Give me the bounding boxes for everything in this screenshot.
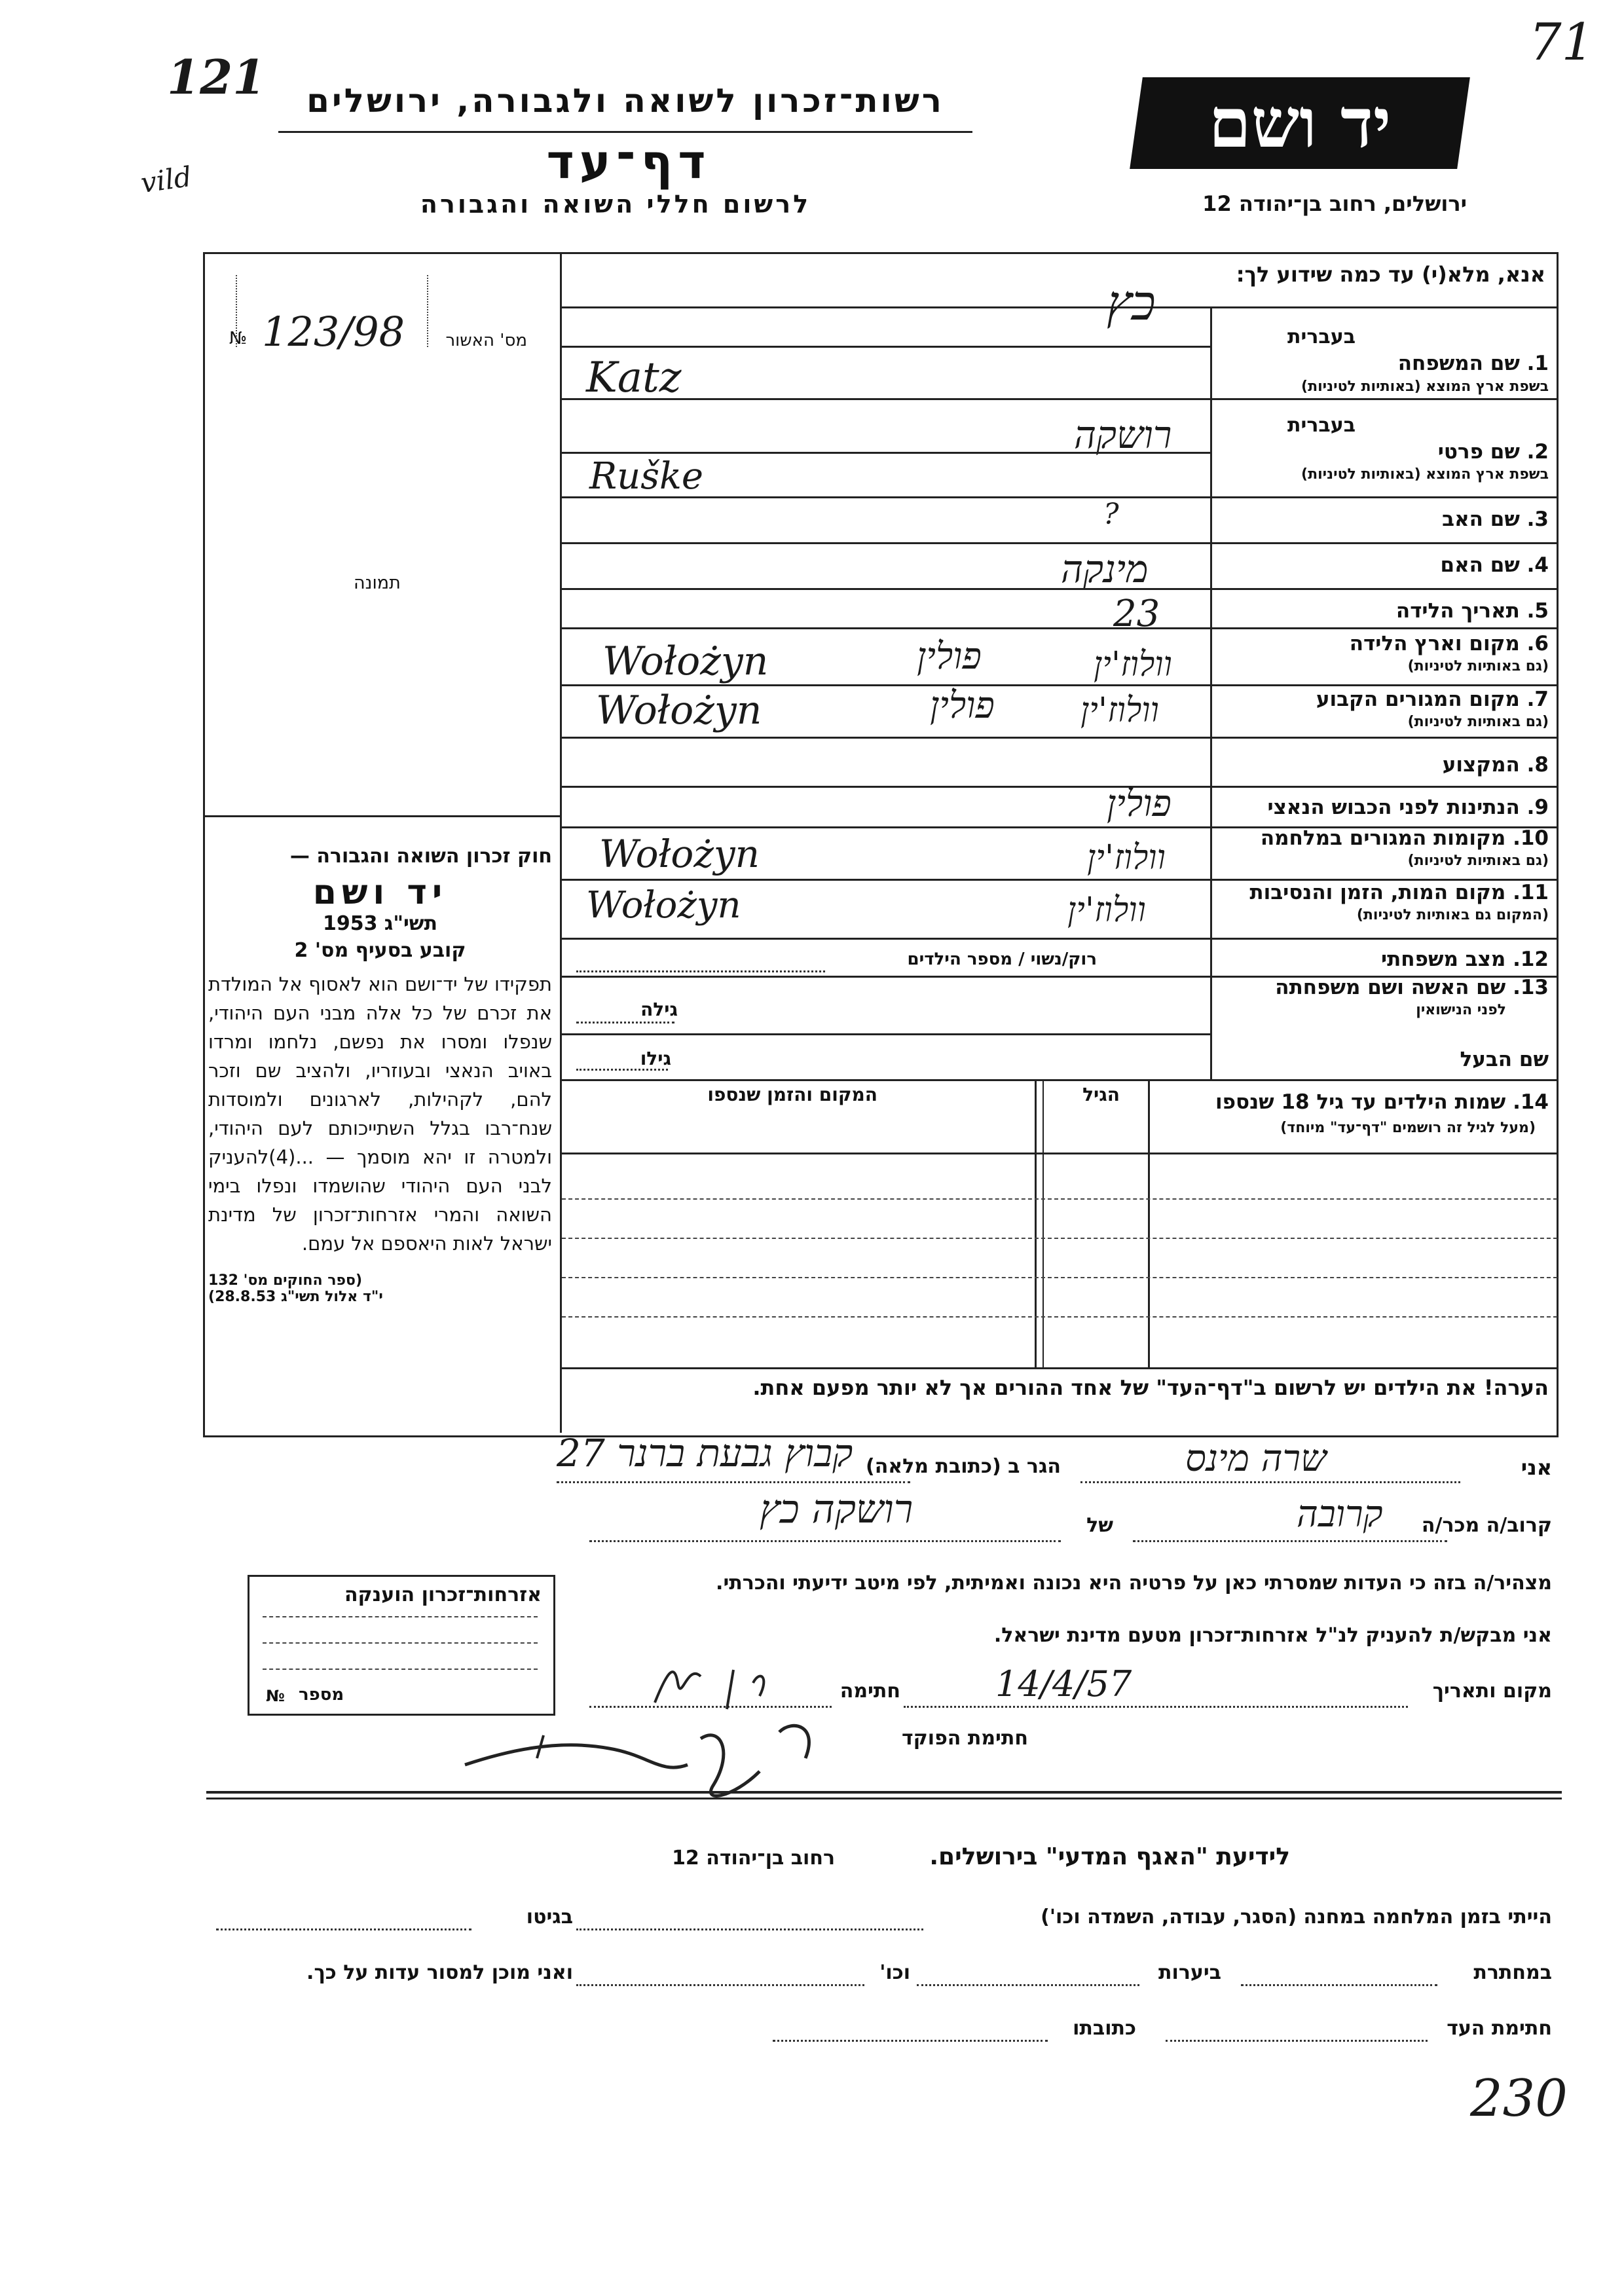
- decl-ani: אני: [1521, 1455, 1552, 1480]
- field-14-row-5: [562, 1316, 1557, 1318]
- decl-signature-label: חתימה: [840, 1680, 900, 1703]
- field-4-line: [562, 588, 1557, 590]
- field-11-value-hebrew: וולוז'ין: [1067, 891, 1146, 930]
- field-6-line: [562, 684, 1557, 686]
- field-5-label: 5. תאריך הלידה: [1395, 599, 1549, 623]
- decl-place-date-dots: [904, 1706, 1408, 1708]
- bottom-divider-2: [206, 1798, 1562, 1799]
- bottom-line3-b: כתובתו: [1073, 2017, 1136, 2040]
- law-year: תשי"ג 1953: [322, 912, 438, 935]
- decl-address-value: קבוץ גבעת ברנר 27: [557, 1431, 853, 1475]
- field-2-label: 2. שם פרטי: [1437, 440, 1549, 464]
- approval-box: [236, 275, 428, 347]
- law-top-divider: [205, 815, 562, 817]
- field-7-value-hebrew: וולוז'ין: [1080, 691, 1159, 730]
- husband-age-dots: [576, 1069, 668, 1071]
- law-block: [208, 845, 552, 1305]
- decl-lives-at: הגר ב (כתובת מלאה): [865, 1455, 1061, 1478]
- field-4-label: 4. שם האם: [1440, 553, 1549, 577]
- approval-number: 123/98: [262, 308, 405, 356]
- form-title: דף־עד: [546, 134, 711, 189]
- field-14-row-4: [562, 1277, 1557, 1278]
- field-6-value-hebrew: וולוז'ין: [1094, 645, 1172, 684]
- field-10-label: 10. מקומות המגורים במלחמה: [1260, 826, 1549, 850]
- bottom-line3-dots-b: [773, 2040, 1048, 2042]
- decl-place-date-value: 14/4/57: [995, 1663, 1132, 1705]
- field-14-col-place: המקום והזמן שנספו: [707, 1084, 877, 1105]
- citizenship-number-label: מספר: [299, 1685, 344, 1705]
- field-3-value: ?: [1103, 498, 1119, 531]
- field-12-label: 12. מצב משפחתי: [1380, 948, 1549, 971]
- citizenship-box-title: אזרחות־זכרון הוענקה: [344, 1583, 542, 1606]
- officer-signature-scribble: [452, 1712, 923, 1804]
- field-14-col-age: הגיל: [1082, 1084, 1120, 1105]
- law-ref-1: (ספר החוקים מס' 132: [208, 1272, 363, 1289]
- institution-name: רשות־זכרון לשואה ולגבורה, ירושלים: [306, 82, 944, 120]
- field-11-sub: (המקום גם באותיות לטיניות): [1356, 907, 1549, 923]
- corner-mark-bottom-right: 230: [1470, 2069, 1568, 2128]
- field-7-value-country: פולין: [930, 684, 995, 727]
- field-7-value-latin: Wołożyn: [596, 688, 762, 733]
- field-14-row-3: [562, 1238, 1557, 1239]
- field-6-label: 6. מקום וארץ הלידה: [1349, 632, 1549, 655]
- citizenship-number-symbol: №: [266, 1687, 285, 1705]
- law-body: תפקידו של יד־ושם הוא לאסוף אל המולדת את זכרם של כל אלה מבני העם היהודי, שנפלו ומסרו את נפשם, נלחמו ומרדו באויב הנאצי ובעוזריו, ולהציב שם וזכר להם, לקהילות, לארגונים ולמוסדות שנח־רבו בגלל השתייכותם לעם היהודי, ולמטרה זו יהא מוסמך — ...(4)להעניק לבני העם היהודי שהושמדו ונפלו בימי השואה והמרי אזרחות־זכרון של מדינת ישראל לאות היאספם אל עמם.: [208, 973, 552, 1255]
- decl-address-dots: [557, 1481, 910, 1483]
- bottom-line2-dots-a: [1241, 1984, 1437, 1986]
- field-1-line-a: [562, 346, 1210, 348]
- law-ref-2: י"ד אלול תשי"ג 28.8.53): [208, 1289, 383, 1305]
- citizenship-dash-3: [263, 1669, 538, 1670]
- field-5-line: [562, 627, 1557, 629]
- field-14-col-sep-b: [1148, 1079, 1150, 1369]
- field-14-label: 14. שמות הילדים עד גיל 18 שנספו: [1215, 1090, 1549, 1114]
- field-13-label: 13. שם האשה ושם משפחתה: [1275, 976, 1549, 999]
- decl-request: אני מבקש/ת להעניק לנ"ל אזרחות־זכרון מטעם מדינת ישראל.: [993, 1624, 1552, 1647]
- field-11-value-latin: Wołożyn: [586, 884, 741, 927]
- bottom-line1-b: בגיטו: [526, 1906, 573, 1928]
- decl-of-label: של: [1086, 1514, 1113, 1537]
- field-6-value-latin: Wołożyn: [602, 638, 769, 684]
- field-1-value-latin: Katz: [586, 354, 682, 402]
- field-13-age-label: גילה: [640, 999, 678, 1020]
- field-1-label: 1. שם המשפחה: [1397, 352, 1549, 375]
- field-14-col-sep-c: [1043, 1079, 1044, 1369]
- field-9-value: פולין: [1107, 783, 1172, 825]
- signature-scribble: [629, 1657, 799, 1716]
- husband-age-label: גילו: [640, 1048, 671, 1069]
- husband-line: [562, 1079, 1557, 1081]
- bottom-line2-d: ואני מוכן למסור עדות על כך.: [306, 1961, 573, 1984]
- approval-label: מס' האשור: [445, 331, 527, 350]
- field-6-value-country: פולין: [917, 635, 982, 678]
- bottom-address: רחוב בן־יהודה 12: [672, 1847, 835, 1870]
- law-section: קובע בסעיף מס' 2: [294, 939, 466, 962]
- field-9-label: 9. הנתינות לפני הכבוש הנאצי: [1267, 796, 1549, 819]
- institution-underline: [278, 131, 972, 133]
- field-14-bottom: [562, 1367, 1557, 1369]
- field-1-sub: בשפת ארץ המוצא (באותיות לטיניות): [1301, 378, 1549, 395]
- field-13-sub: לפני הנישואין: [1416, 1002, 1506, 1018]
- decl-statement: מצהיר/ה בזה כי העדות שמסרתי כאן על פרטיה היא נכונה ואמיתית, לפי מיטב ידיעתי והכרתי.: [716, 1572, 1552, 1595]
- field-1-hebrew-tag: בעברית: [1287, 325, 1356, 348]
- intro-divider: [562, 306, 1557, 308]
- field-2-hebrew-tag: בעברית: [1287, 414, 1356, 437]
- bottom-line2-c: וכו': [879, 1961, 910, 1984]
- photo-label: תמונה: [354, 573, 401, 593]
- bottom-heading: לידיעת "האגף המדעי" בירושלים.: [929, 1843, 1290, 1870]
- left-column-border: [560, 252, 562, 1433]
- yad-vashem-logo: יד ושם: [1130, 77, 1470, 169]
- bottom-line1-a: הייתי בזמן המלחמה במחנה (הסגר, עבודה, השמדה וכו'): [1041, 1906, 1552, 1928]
- note-text: הערה! את הילדים יש לרשום ב"דף־העד" של אחד ההורים אך לא יותר מפעם אחת.: [752, 1375, 1549, 1400]
- form-subtitle: לרשום חללי השואה והגבורה: [420, 190, 811, 219]
- husband-label: שם הבעל: [1460, 1048, 1549, 1071]
- field-10-sub: (גם באותיות לטיניות): [1407, 853, 1549, 869]
- field-2-line-a: [562, 452, 1210, 454]
- field-2-value-latin: Ruške: [589, 455, 704, 498]
- field-6-sub: (גם באותיות לטיניות): [1407, 658, 1549, 674]
- decl-of-dots: [589, 1540, 1061, 1542]
- field-13-age-dots: [576, 1022, 674, 1024]
- bottom-line1-dots-b: [216, 1928, 471, 1930]
- bottom-line2-dots-b: [917, 1984, 1139, 1986]
- field-14-col-sep-a: [1035, 1079, 1037, 1369]
- field-4-value: מינקה: [1061, 547, 1149, 591]
- corner-mark-top-left: 121: [167, 49, 266, 105]
- field-3-label: 3. שם האב: [1442, 507, 1549, 531]
- field-8-line: [562, 786, 1557, 788]
- field-2-line-b: [562, 496, 1557, 498]
- field-2-value-hebrew: רושקה: [1074, 413, 1172, 457]
- field-11-line: [562, 938, 1557, 940]
- field-13-line: [562, 1033, 1210, 1035]
- field-7-sub: (גם באותיות לטיניות): [1407, 714, 1549, 730]
- citizenship-dash-2: [263, 1642, 538, 1644]
- label-column-border: [1210, 308, 1212, 1080]
- field-8-label: 8. המקצוע: [1442, 753, 1549, 777]
- bottom-line2-b: ביערות: [1158, 1961, 1221, 1984]
- corner-mark-left-margin: vild: [138, 160, 194, 200]
- field-11-label: 11. מקום המות, הזמן והנסיבות: [1249, 881, 1549, 904]
- field-1-value-hebrew: כץ: [1107, 275, 1156, 331]
- bottom-line1-dots-a: [576, 1928, 923, 1930]
- decl-relation-value: קרובה: [1297, 1493, 1383, 1536]
- decl-relation-label: קרוב/ה מכר/ה: [1421, 1514, 1552, 1537]
- law-name: יד ושם: [312, 873, 448, 912]
- bottom-line2-a: במחתרת: [1473, 1961, 1552, 1984]
- field-14-row-1: [562, 1153, 1557, 1154]
- bottom-line2-dots-c: [576, 1984, 864, 1986]
- citizenship-box: [248, 1575, 555, 1716]
- field-3-line: [562, 542, 1557, 544]
- field-12-dots: [576, 970, 825, 972]
- field-12-options: רוק/נשוי / מספר הילדים: [907, 950, 1097, 969]
- decl-name-value: שרה מינס: [1185, 1437, 1327, 1480]
- decl-of-value: רושקה כץ: [760, 1486, 913, 1532]
- field-14-row-2: [562, 1198, 1557, 1200]
- field-10-value-latin: Wołożyn: [599, 832, 760, 876]
- field-5-value: 23: [1113, 593, 1160, 635]
- field-14-sub: (מעל לגיל זה רושמים "דף־עד" מיוחד): [1280, 1120, 1536, 1136]
- bottom-line3-dots-a: [1166, 2040, 1428, 2042]
- citizenship-dash-1: [263, 1616, 538, 1617]
- law-line-1: חוק זכרון השואה והגבורה —: [289, 845, 552, 868]
- decl-place-date-label: מקום ותאריך: [1432, 1680, 1552, 1703]
- bottom-line3-a: חתימת העד: [1447, 2017, 1552, 2040]
- field-10-value-hebrew: וולוז'ין: [1087, 838, 1166, 877]
- field-7-line: [562, 737, 1557, 739]
- corner-mark-top-right: 71: [1529, 13, 1595, 72]
- decl-relation-dots: [1133, 1540, 1447, 1542]
- bottom-divider-1: [206, 1791, 1562, 1794]
- field-2-sub: בשפת ארץ המוצא (באותיות לטיניות): [1301, 466, 1549, 483]
- decl-officer-label: חתימת הפוקד: [902, 1727, 1028, 1750]
- header-address: ירושלים, רחוב בן־יהודה 12: [1202, 191, 1467, 216]
- intro-text: אנא, מלא(י) עד כמה שידוע לך:: [1236, 262, 1545, 287]
- decl-name-dots: [1080, 1481, 1460, 1483]
- approval-symbol: №: [229, 329, 248, 348]
- field-1-line-b: [562, 398, 1557, 400]
- field-7-label: 7. מקום המגורים הקבוע: [1316, 688, 1549, 711]
